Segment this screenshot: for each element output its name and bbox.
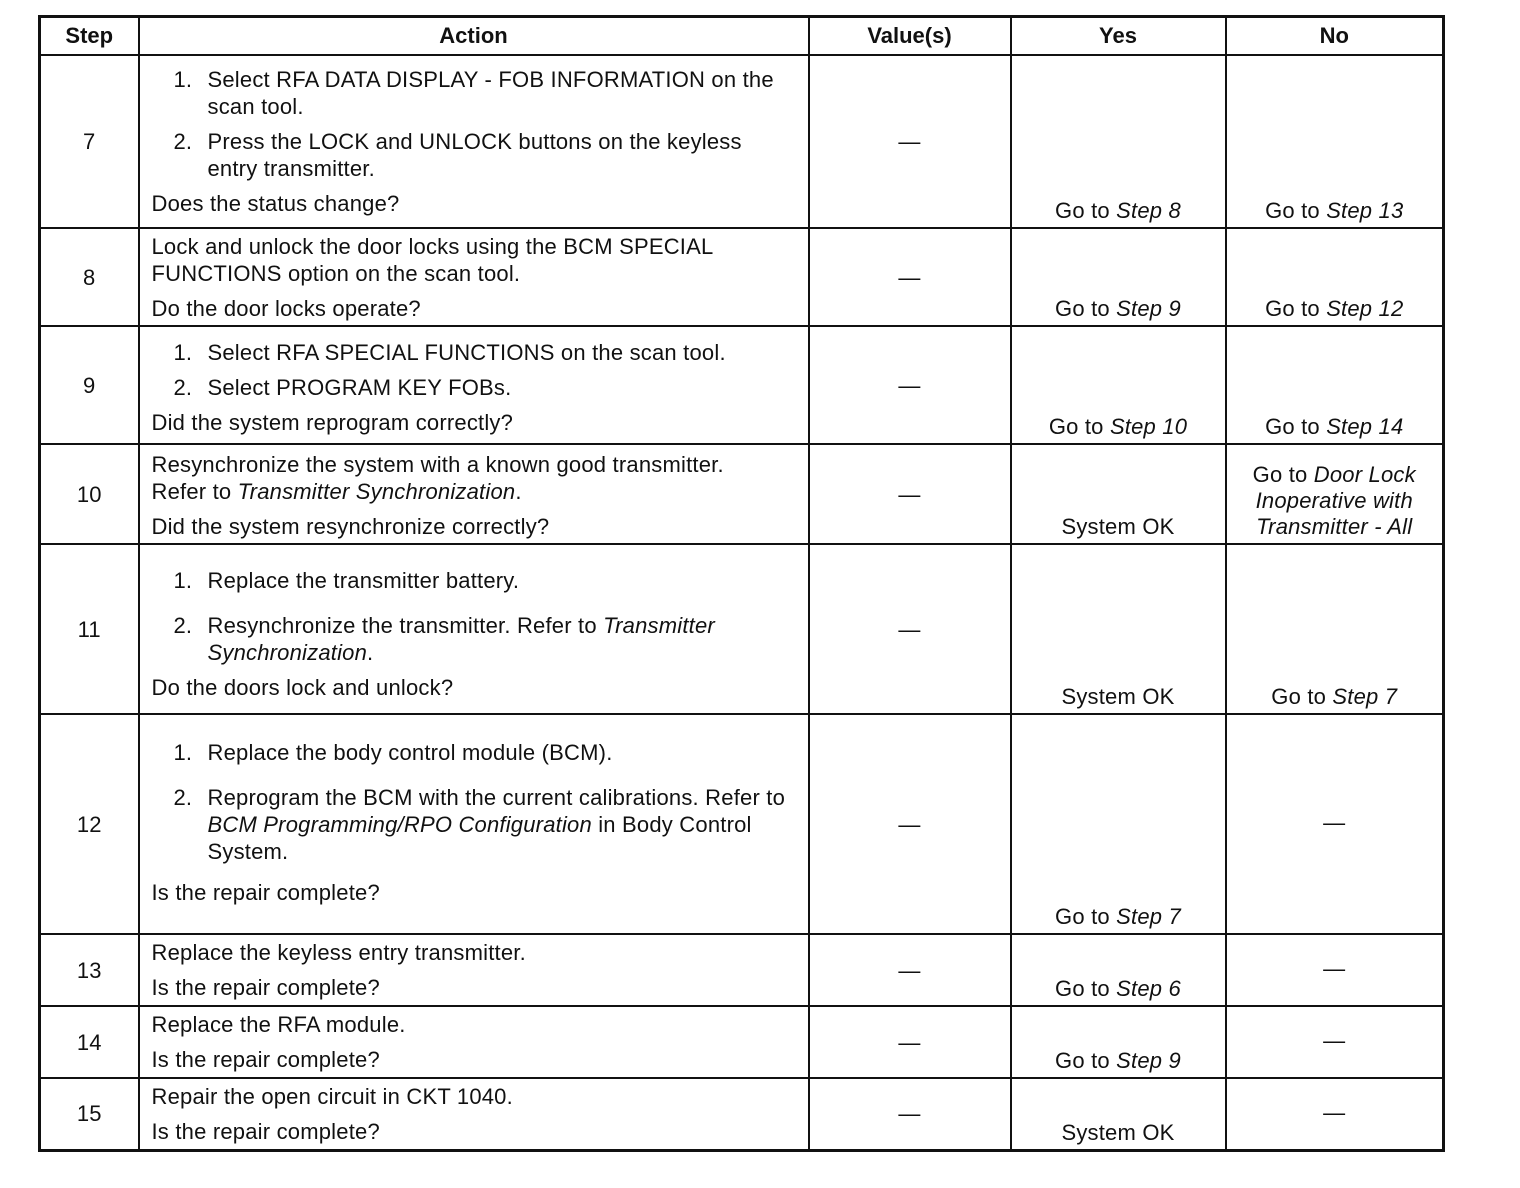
item-text: Replace the body control module (BCM). [207, 740, 613, 765]
value-cell [809, 326, 1011, 444]
action-text: Resynchronize the system with a known good transmitter. [151, 452, 724, 477]
header-action: Action [139, 17, 809, 56]
yes-prefix: Go to [1055, 296, 1117, 321]
action-cell [139, 714, 809, 934]
table-row-step-12 [40, 714, 1444, 934]
header-row [40, 17, 1444, 56]
item-ref-link[interactable]: Transmitter Synchronization [207, 613, 715, 665]
table-row-step-10 [40, 444, 1444, 544]
no-dash: — [1323, 1099, 1346, 1125]
no-step-link[interactable]: Step 14 [1326, 414, 1404, 439]
item-text [208, 612, 798, 666]
no-prefix: Go to [1271, 684, 1333, 709]
yes-step-link[interactable]: Step 6 [1116, 976, 1181, 1001]
yes-cell [1011, 228, 1226, 326]
step-number: 9 [40, 326, 139, 444]
no-cell [1226, 55, 1444, 228]
refer-link[interactable]: Transmitter Synchronization [237, 479, 516, 504]
table-row-step-15 [40, 1078, 1444, 1150]
yes-prefix: Go to [1055, 1048, 1117, 1073]
item-text-lead: Resynchronize the transmitter. Refer to [207, 613, 604, 638]
step-number: 7 [40, 55, 139, 228]
item-number: 1. [173, 67, 193, 92]
yes-cell [1011, 544, 1226, 714]
yes-cell [1011, 1006, 1226, 1078]
yes-text: System OK [1061, 1119, 1175, 1145]
yes-cell [1011, 444, 1226, 544]
value-dash: — [898, 1101, 921, 1127]
yes-text: System OK [1061, 684, 1175, 709]
header-values: Value(s) [809, 17, 1011, 56]
no-dash: — [1323, 810, 1346, 835]
action-text: Replace the keyless entry transmitter. [151, 940, 526, 965]
item-text-tail: in Body Control System. [207, 812, 752, 864]
step-number: 8 [40, 228, 139, 326]
no-prefix: Go to [1265, 198, 1327, 223]
no-dash: — [1323, 1028, 1346, 1053]
diagnostic-table [38, 15, 1445, 1152]
action-text: Lock and unlock the door locks using the BCM SPECIAL FUNCTIONS option on the scan tool. [151, 234, 713, 286]
step-number: 10 [40, 444, 139, 544]
action-item [152, 66, 798, 120]
item-number: 2. [173, 129, 193, 154]
action-text: Repair the open circuit in CKT 1040. [151, 1084, 513, 1109]
action-item [152, 567, 798, 594]
yes-step-link[interactable]: Step 9 [1116, 1048, 1181, 1073]
action-text: Replace the RFA module. [151, 1012, 406, 1037]
yes-step-link[interactable]: Step 10 [1109, 414, 1188, 439]
no-cell [1226, 1078, 1444, 1150]
value-dash: — [898, 957, 921, 983]
item-text-lead: Reprogram the BCM with the current calibrations. Refer to [207, 785, 786, 810]
value-dash: — [898, 372, 921, 398]
value-dash: — [898, 1029, 921, 1055]
item-ref-link[interactable]: BCM Programming/RPO Configuration [207, 812, 592, 837]
item-text: Select RFA SPECIAL FUNCTIONS on the scan tool. [207, 340, 726, 365]
action-cell [139, 228, 809, 326]
yes-cell [1011, 1078, 1226, 1150]
header-no: No [1226, 17, 1444, 56]
yes-cell [1011, 326, 1226, 444]
item-text: Replace the transmitter battery. [207, 568, 520, 593]
value-dash: — [898, 481, 921, 507]
yes-prefix: Go to [1055, 976, 1117, 1001]
yes-cell [1011, 55, 1226, 228]
action-cell [139, 1078, 809, 1150]
header-step: Step [40, 17, 139, 56]
item-text [208, 784, 798, 865]
action-item [152, 128, 798, 182]
value-cell [809, 714, 1011, 934]
value-dash: — [898, 129, 921, 154]
yes-prefix: Go to [1055, 198, 1117, 223]
action-question: Do the doors lock and unlock? [151, 675, 454, 700]
refer-prefix: Refer to [151, 479, 238, 504]
action-question: Did the system resynchronize correctly? [151, 514, 550, 539]
no-cell [1226, 228, 1444, 326]
action-cell [139, 326, 809, 444]
action-cell [139, 934, 809, 1006]
item-number: 2. [173, 613, 193, 638]
header-yes: Yes [1011, 17, 1226, 56]
step-number: 12 [40, 714, 139, 934]
action-item [152, 612, 798, 666]
action-refer [152, 478, 798, 505]
action-question: Does the status change? [151, 191, 400, 216]
action-cell [139, 444, 809, 544]
value-cell [809, 934, 1011, 1006]
yes-cell [1011, 714, 1226, 934]
yes-step-link[interactable]: Step 9 [1116, 296, 1181, 321]
action-item [152, 739, 798, 766]
yes-prefix: Go to [1048, 414, 1110, 439]
item-number: 1. [173, 740, 193, 765]
yes-text: System OK [1061, 514, 1175, 539]
action-item [152, 784, 798, 865]
value-cell [809, 228, 1011, 326]
item-text: Press the LOCK and UNLOCK buttons on the keyless entry transmitter. [207, 129, 742, 181]
item-number: 2. [173, 375, 193, 400]
yes-prefix: Go to [1055, 904, 1117, 929]
value-cell [809, 444, 1011, 544]
no-cell [1226, 714, 1444, 934]
table-row-step-9 [40, 326, 1444, 444]
no-cell [1226, 1006, 1444, 1078]
yes-cell [1011, 934, 1226, 1006]
action-item [152, 374, 798, 401]
value-cell [809, 1006, 1011, 1078]
no-step-link[interactable]: Step 13 [1326, 198, 1404, 223]
step-number: 14 [40, 1006, 139, 1078]
no-cell [1226, 934, 1444, 1006]
yes-step-link[interactable]: Step 8 [1116, 198, 1181, 223]
no-prefix: Go to [1252, 462, 1314, 487]
item-number: 1. [173, 340, 193, 365]
no-cell [1226, 444, 1444, 544]
no-dash: — [1323, 956, 1346, 981]
table-row-step-7 [40, 55, 1444, 228]
action-question: Is the repair complete? [151, 1047, 380, 1072]
no-step-link[interactable]: Step 7 [1332, 684, 1398, 709]
step-number: 15 [40, 1078, 139, 1150]
table-row-step-14 [40, 1006, 1444, 1078]
action-question: Is the repair complete? [151, 975, 380, 1000]
step-number: 11 [40, 544, 139, 714]
no-cell [1226, 544, 1444, 714]
yes-step-link[interactable]: Step 7 [1116, 904, 1181, 929]
no-cell [1226, 326, 1444, 444]
action-cell [139, 1006, 809, 1078]
item-number: 2. [173, 785, 193, 810]
item-number: 1. [173, 568, 193, 593]
action-question: Is the repair complete? [151, 880, 380, 905]
no-procedure-link[interactable]: Door Lock Inoperative with Transmitter - All [1255, 462, 1416, 539]
value-cell [809, 55, 1011, 228]
action-question: Do the door locks operate? [151, 296, 421, 321]
table-row-step-13 [40, 934, 1444, 1006]
value-cell [809, 1078, 1011, 1150]
no-step-link[interactable]: Step 12 [1326, 296, 1404, 321]
table-row-step-8 [40, 228, 1444, 326]
step-number: 13 [40, 934, 139, 1006]
value-dash: — [898, 616, 921, 642]
no-prefix: Go to [1265, 296, 1327, 321]
action-cell [139, 544, 809, 714]
refer-suffix: . [515, 479, 522, 504]
action-cell [139, 55, 809, 228]
item-text: Select PROGRAM KEY FOBs. [207, 375, 512, 400]
item-text: Select RFA DATA DISPLAY - FOB INFORMATION on the scan tool. [207, 67, 774, 119]
value-dash: — [898, 264, 921, 290]
table-row-step-11 [40, 544, 1444, 714]
action-item [152, 339, 798, 366]
item-text-tail: . [367, 640, 374, 665]
action-question: Is the repair complete? [151, 1119, 380, 1144]
action-question: Did the system reprogram correctly? [151, 410, 514, 435]
no-prefix: Go to [1265, 414, 1327, 439]
value-dash: — [898, 811, 921, 837]
value-cell [809, 544, 1011, 714]
